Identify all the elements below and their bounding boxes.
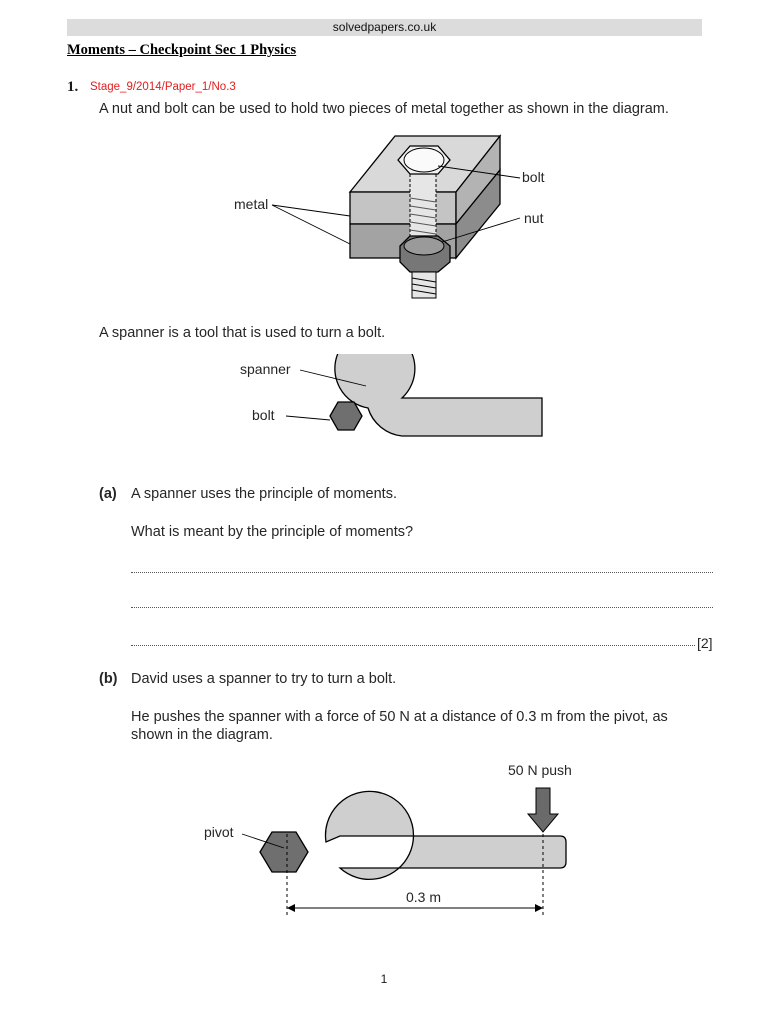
part-b-label: (b) — [99, 671, 118, 687]
part-a-question: What is meant by the principle of moments? — [131, 524, 414, 540]
part-a-label: (a) — [99, 486, 117, 502]
metal-label: metal — [234, 196, 269, 212]
bolt-hexagon — [260, 832, 308, 872]
pivot-label: pivot — [204, 824, 234, 840]
part-b-line1: David uses a spanner to try to turn a bolt. — [131, 671, 397, 687]
page-title: Moments – Checkpoint Sec 1 Physics — [67, 42, 297, 58]
distance-label: 0.3 m — [406, 889, 442, 905]
force-diagram — [200, 758, 580, 918]
question-reference: Stage_9/2014/Paper_1/No.3 — [90, 81, 236, 93]
site-name: solvedpapers.co.uk — [332, 20, 437, 34]
part-b-line2b: shown in the diagram. — [131, 727, 273, 743]
spanner-label: spanner — [240, 361, 291, 377]
bolt-label: bolt — [522, 169, 545, 185]
part-b-line2a: He pushes the spanner with a force of 50 N at a distance of 0.3 m from the pivot, as — [131, 709, 668, 725]
answer-line[interactable] — [131, 607, 713, 608]
nut-bolt-diagram — [220, 128, 580, 308]
spanner-intro: A spanner is a tool that is used to turn a bolt. — [99, 325, 386, 341]
page-number: 1 — [380, 972, 388, 986]
spanner-diagram — [230, 354, 550, 464]
question-number: 1. — [67, 79, 79, 95]
part-a-statement: A spanner uses the principle of moments. — [131, 486, 397, 502]
site-header — [67, 19, 702, 36]
question-intro: A nut and bolt can be used to hold two pieces of metal together as shown in the diagram. — [99, 101, 669, 117]
push-arrow-icon — [528, 788, 558, 832]
nut-label: nut — [524, 210, 544, 226]
push-label: 50 N push — [508, 762, 572, 778]
answer-line[interactable] — [131, 645, 695, 646]
answer-line[interactable] — [131, 572, 713, 573]
part-a-marks: [2] — [697, 635, 713, 651]
bolt-label-2: bolt — [252, 407, 275, 423]
